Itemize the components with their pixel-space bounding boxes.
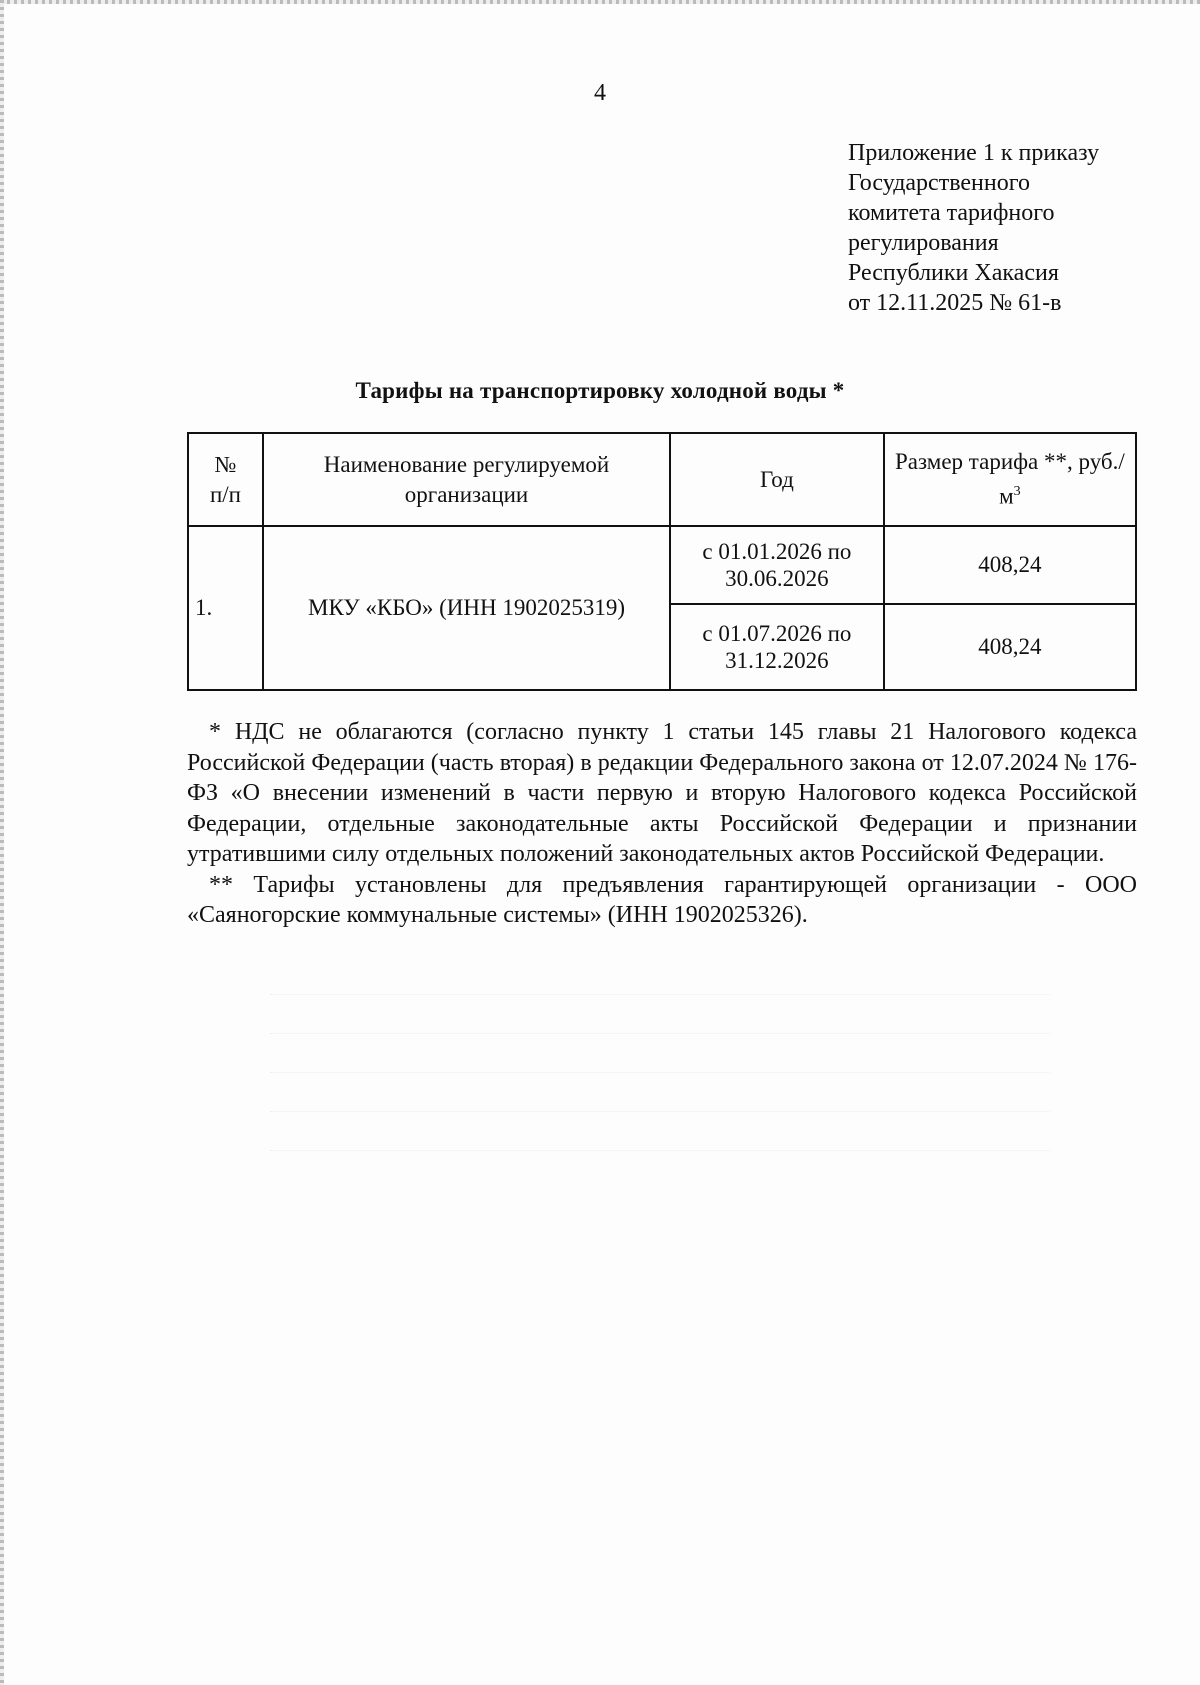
tariff-table bbox=[187, 432, 1137, 691]
row-organization: МКУ «КБО» (ИНН 1902025319) bbox=[263, 526, 670, 690]
appendix-header bbox=[848, 138, 1178, 318]
appendix-line: Приложение 1 к приказу bbox=[848, 140, 1100, 166]
row-period bbox=[670, 526, 884, 604]
header-rate bbox=[884, 433, 1136, 526]
table-title: Тарифы на транспортировку холодной воды * bbox=[355, 378, 845, 403]
appendix-line: регулирования bbox=[848, 230, 999, 256]
period-from: с 01.07.2026 по bbox=[702, 621, 852, 646]
period-from: с 01.01.2026 по bbox=[702, 539, 852, 564]
scan-edge-top bbox=[0, 0, 1200, 4]
appendix-line: Республики Хакасия bbox=[848, 260, 1059, 286]
appendix-line: от 12.11.2025 № 61-в bbox=[848, 290, 1062, 316]
header-number-line2: п/п bbox=[209, 481, 241, 507]
header-year: Год bbox=[670, 433, 884, 526]
appendix-line: комитета тарифного bbox=[848, 200, 1055, 226]
header-organization: Наименование регулируемой организации bbox=[263, 433, 670, 526]
appendix-line: Государственного bbox=[848, 170, 1030, 196]
row-period bbox=[670, 604, 884, 690]
row-rate: 408,24 bbox=[884, 526, 1136, 604]
row-rate: 408,24 bbox=[884, 604, 1136, 690]
period-to: 30.06.2026 bbox=[725, 566, 829, 591]
footnote-vat: * НДС не облагаются (согласно пункту 1 статьи 145 главы 21 Налогового кодекса Российской Федерации (часть вторая) в редакции Федерального закона от 12.07.2024 № 176-ФЗ «О внесении изменений в части первую и вторую Налогового кодекса Российской Федерации, отдельные законодательные акты Российской Федерации и признании утратившими силу отдельных положений законодательных актов Российской Федерации. bbox=[187, 719, 1137, 867]
header-number-line1: № bbox=[214, 451, 237, 477]
table-header-row bbox=[188, 433, 1136, 526]
table-row bbox=[188, 526, 1136, 604]
header-rate-superscript: 3 bbox=[1013, 484, 1021, 500]
scan-bleed-through bbox=[270, 960, 1050, 1155]
period-to: 31.12.2026 bbox=[725, 648, 829, 673]
scan-edge-left bbox=[0, 0, 4, 1685]
header-rate-text: Размер тарифа **, руб./м bbox=[895, 449, 1125, 509]
footnote-tariff: ** Тарифы установлены для предъявления гарантирующей организации - ООО «Саяногорские коммунальные системы» (ИНН 1902025326). bbox=[187, 871, 1137, 928]
row-number: 1. bbox=[188, 526, 263, 690]
footnotes bbox=[187, 717, 1137, 931]
header-number bbox=[188, 433, 263, 526]
page-number: 4 bbox=[594, 80, 606, 106]
